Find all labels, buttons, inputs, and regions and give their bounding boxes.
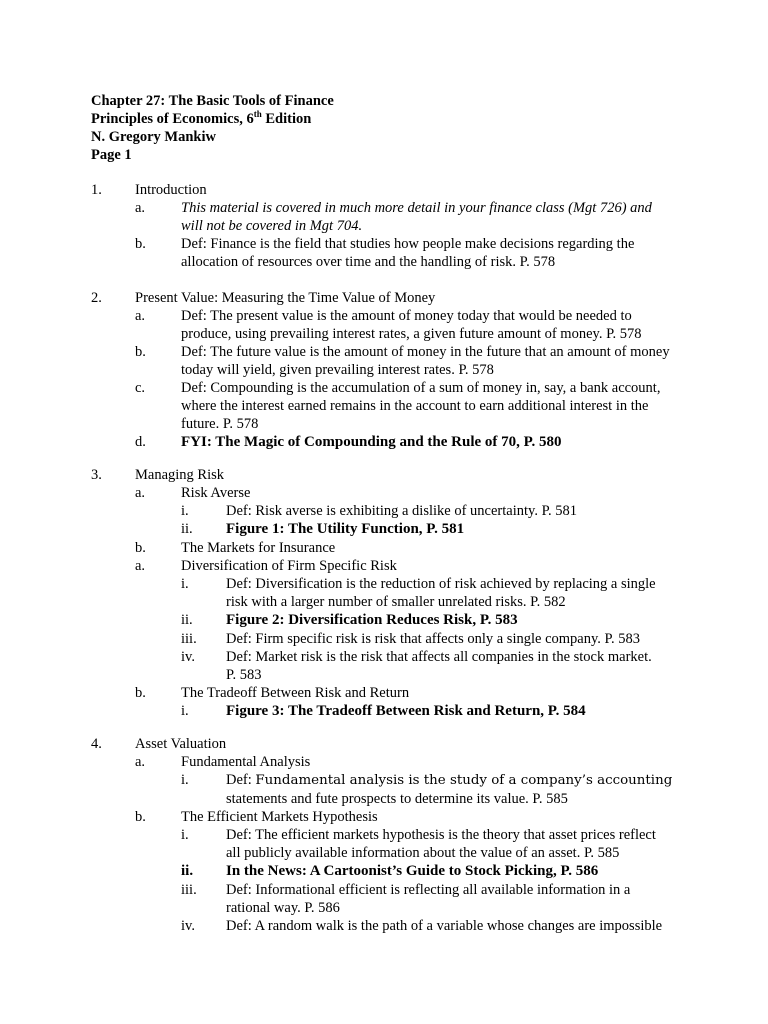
edition-label: Edition (261, 111, 312, 127)
item-marker: b. (135, 809, 146, 825)
item-text: all publicly available information about the value of an asset. P. 585 (226, 845, 620, 861)
item-marker: a. (135, 308, 146, 324)
item-marker: b. (135, 236, 146, 252)
outline-item (0, 575, 768, 593)
outline-item (0, 379, 768, 397)
item-text: The Markets for Insurance (181, 540, 336, 556)
outline-item (0, 808, 768, 826)
outline-item (0, 557, 768, 575)
item-marker: b. (135, 344, 146, 360)
item-marker: a. (135, 558, 146, 574)
item-text: risk with a larger number of smaller unrelated risks. P. 582 (226, 594, 566, 610)
item-text: Def: The future value is the amount of money in the future that an amount of money (181, 344, 670, 360)
outline-item-continued (0, 415, 768, 433)
outline-item (0, 826, 768, 844)
outline-item-continued (0, 844, 768, 862)
book-title (91, 110, 334, 128)
item-marker: c. (135, 380, 146, 396)
item-marker: ii. (181, 863, 194, 879)
outline-item (0, 539, 768, 557)
item-text: Def: Finance is the field that studies how people make decisions regarding the (181, 236, 635, 252)
item-text: Def: Market risk is the risk that affects all companies in the stock market. (226, 649, 652, 665)
item-marker: i. (181, 703, 189, 719)
item-text: Def: Informational efficient is reflecting all available information in a (226, 882, 631, 898)
outline-item-continued (0, 253, 768, 271)
item-number: 3. (91, 467, 102, 483)
outline-item-continued (0, 397, 768, 415)
page-label: Page 1 (91, 147, 132, 163)
section-asset-valuation (0, 735, 768, 935)
item-marker: iii. (181, 882, 197, 898)
outline-item (0, 502, 768, 520)
outline-item-continued (0, 325, 768, 343)
document-header (91, 92, 334, 164)
author-name: N. Gregory Mankiw (91, 129, 216, 145)
outline-item (0, 181, 768, 199)
item-heading: Managing Risk (135, 467, 225, 483)
item-text: Fundamental Analysis (181, 754, 311, 770)
item-marker: i. (181, 772, 189, 788)
item-text (226, 771, 672, 790)
item-marker: ii. (181, 612, 193, 628)
item-text: where the interest earned remains in the account to earn additional interest in the (181, 398, 649, 414)
outline-item (0, 433, 768, 452)
item-marker: a. (135, 200, 146, 216)
item-text: will not be covered in Mgt 704. (181, 218, 363, 234)
item-text: statements and fute prospects to determine its value. P. 585 (226, 791, 568, 807)
item-marker: i. (181, 827, 189, 843)
item-text: P. 583 (226, 667, 262, 683)
outline-item (0, 343, 768, 361)
outline-item (0, 484, 768, 502)
fyi-reference: FYI: The Magic of Compounding and the Rule of 70, P. 580 (181, 434, 562, 450)
outline-item-continued (0, 899, 768, 917)
outline-item (0, 735, 768, 753)
outline-item-continued (0, 790, 768, 808)
outline-item (0, 862, 768, 881)
outline-item (0, 917, 768, 935)
section-present-value (0, 289, 768, 452)
item-heading: Asset Valuation (135, 736, 227, 752)
item-text: future. P. 578 (181, 416, 259, 432)
item-text: Def: Diversification is the reduction of risk achieved by replacing a single (226, 576, 656, 592)
outline-item-continued (0, 666, 768, 684)
figure-reference: Figure 2: Diversification Reduces Risk, P. 583 (226, 612, 518, 628)
outline-item (0, 466, 768, 484)
item-text: The Efficient Markets Hypothesis (181, 809, 378, 825)
book-title-text: Principles of Economics, 6 (91, 111, 254, 127)
item-number: 2. (91, 290, 102, 306)
item-marker: d. (135, 434, 146, 450)
item-marker: iv. (181, 918, 195, 934)
item-heading: Present Value: Measuring the Time Value of Money (135, 290, 436, 306)
item-text: Def: The present value is the amount of money today that would be needed to (181, 308, 632, 324)
item-text: Def: Compounding is the accumulation of a sum of money in, say, a bank account, (181, 380, 661, 396)
outline-item (0, 648, 768, 666)
item-text: Def: A random walk is the path of a variable whose changes are impossible (226, 918, 663, 934)
item-text: This material is covered in much more detail in your finance class (Mgt 726) and (181, 200, 652, 216)
item-marker: ii. (181, 521, 193, 537)
outline-item-continued (0, 217, 768, 235)
item-text: Def: Risk averse is exhibiting a dislike of uncertainty. P. 581 (226, 503, 578, 519)
def-prefix: Def: (226, 772, 256, 788)
item-heading: Introduction (135, 182, 207, 198)
outline-item (0, 520, 768, 539)
item-number: 1. (91, 182, 102, 198)
item-text: Diversification of Firm Specific Risk (181, 558, 397, 574)
item-text: Risk Averse (181, 485, 251, 501)
item-text: rational way. P. 586 (226, 900, 340, 916)
outline-item (0, 289, 768, 307)
section-introduction (0, 181, 768, 271)
outline-item (0, 753, 768, 771)
outline-item (0, 881, 768, 899)
outline-item (0, 307, 768, 325)
def-text: Fundamental analysis is the study of a company’s accounting (255, 773, 673, 788)
outline-item-continued (0, 593, 768, 611)
item-marker: i. (181, 576, 189, 592)
outline-item (0, 235, 768, 253)
outline-item (0, 199, 768, 217)
item-text: today will yield, given prevailing interest rates. P. 578 (181, 362, 494, 378)
item-text: Def: The efficient markets hypothesis is the theory that asset prices reflect (226, 827, 656, 843)
item-marker: b. (135, 540, 146, 556)
item-text: Def: Firm specific risk is risk that affects only a single company. P. 583 (226, 631, 640, 647)
item-marker: b. (135, 685, 146, 701)
outline-item (0, 684, 768, 702)
outline-item (0, 702, 768, 721)
item-marker: i. (181, 503, 189, 519)
item-marker: iii. (181, 631, 197, 647)
edition-superscript: th (253, 109, 262, 120)
item-marker: iv. (181, 649, 195, 665)
item-marker: a. (135, 754, 146, 770)
item-text: produce, using prevailing interest rates, a given future amount of money. P. 578 (181, 326, 642, 342)
item-number: 4. (91, 736, 102, 752)
outline-item (0, 630, 768, 648)
chapter-title: Chapter 27: The Basic Tools of Finance (91, 93, 334, 109)
item-marker: a. (135, 485, 146, 501)
outline-item-continued (0, 361, 768, 379)
figure-reference: Figure 1: The Utility Function, P. 581 (226, 521, 465, 537)
section-managing-risk (0, 466, 768, 721)
news-reference: In the News: A Cartoonist’s Guide to Stock Picking, P. 586 (226, 863, 599, 879)
outline-item (0, 611, 768, 630)
item-text: allocation of resources over time and the handling of risk. P. 578 (181, 254, 556, 270)
figure-reference: Figure 3: The Tradeoff Between Risk and Return, P. 584 (226, 703, 586, 719)
outline-item (0, 771, 768, 790)
item-text: The Tradeoff Between Risk and Return (181, 685, 410, 701)
